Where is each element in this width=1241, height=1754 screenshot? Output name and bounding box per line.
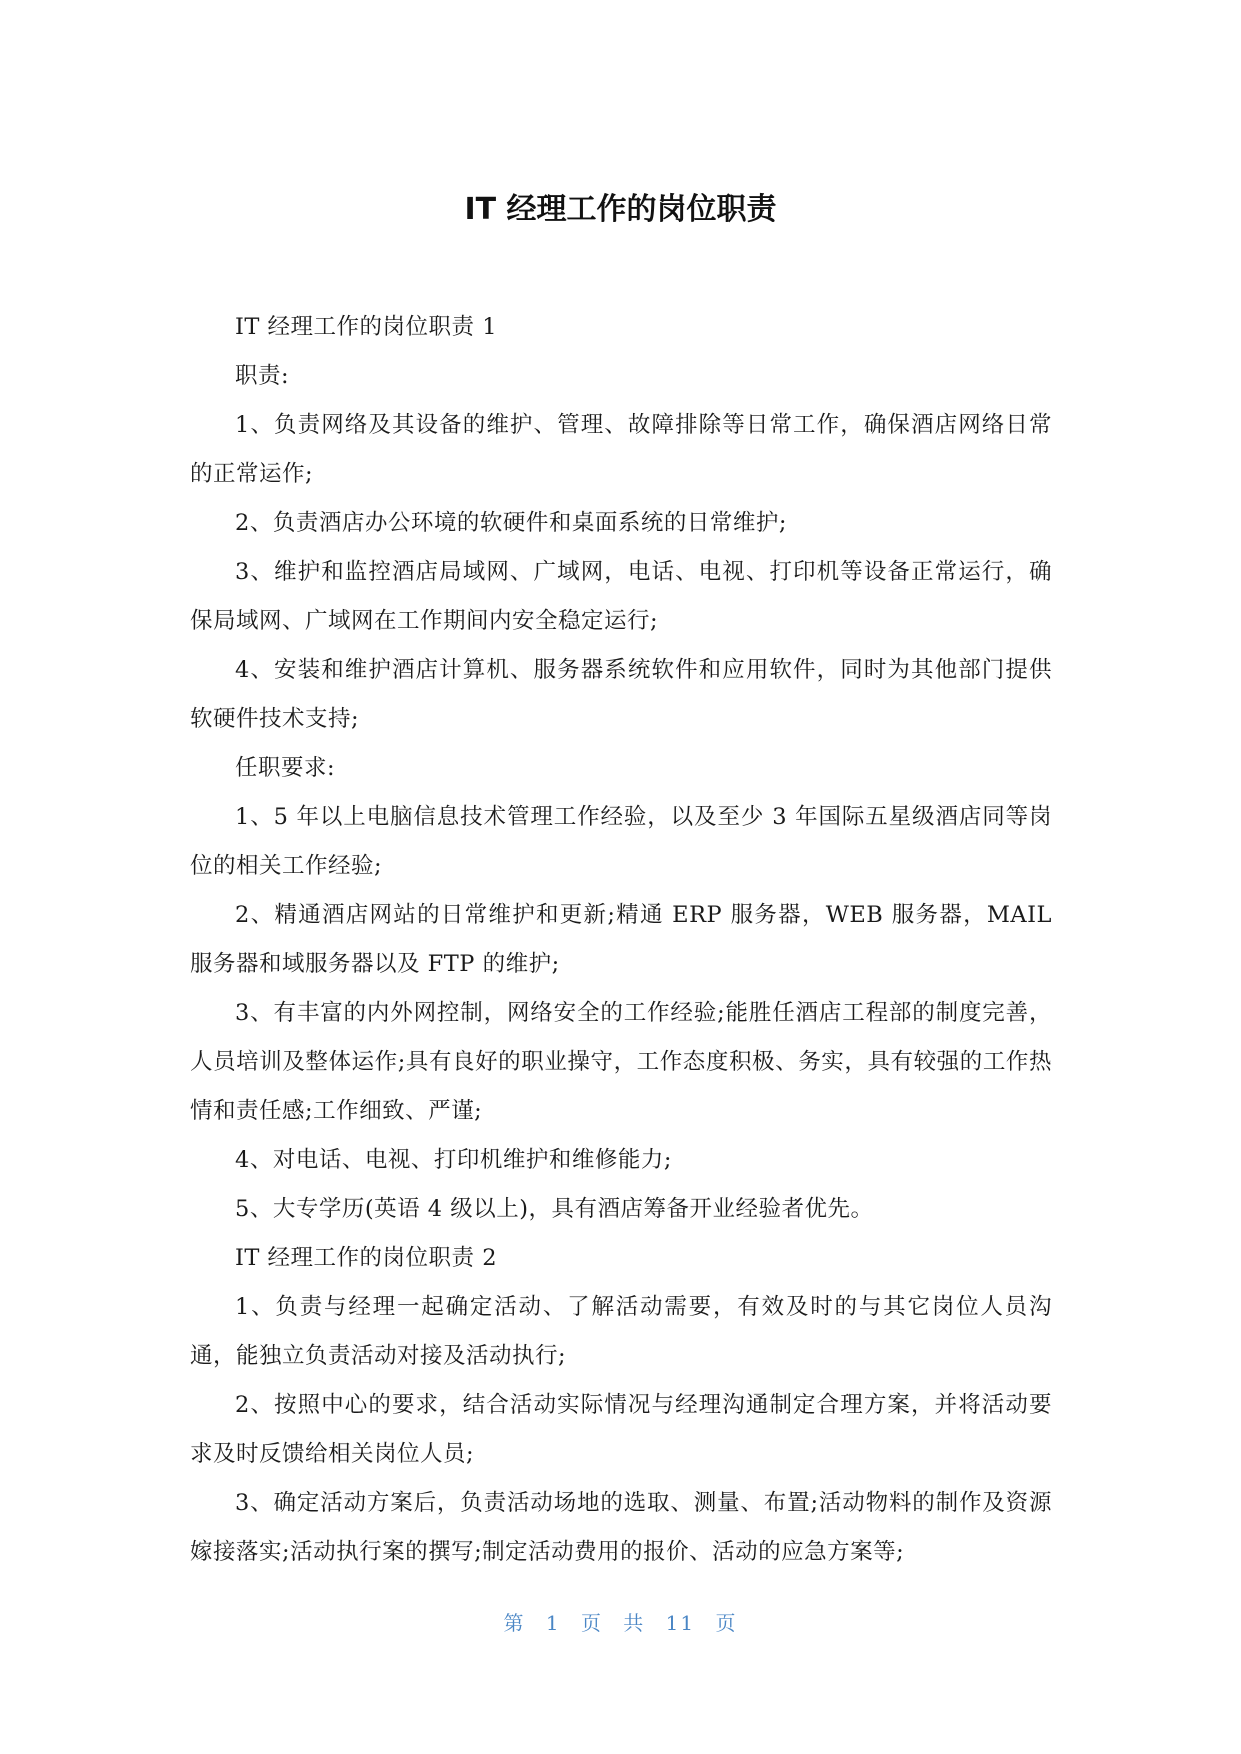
paragraph: 3、确定活动方案后，负责活动场地的选取、测量、布置;活动物料的制作及资源嫁接落实;活动执行案的撰写;制定活动费用的报价、活动的应急方案等; xyxy=(190,1490,1052,1565)
document-body xyxy=(190,303,1052,1577)
section-heading: IT 经理工作的岗位职责 2 xyxy=(235,1245,498,1271)
paragraph: 5、大专学历(英语 4 级以上)，具有酒店筹备开业经验者优先。 xyxy=(235,1196,874,1222)
paragraph: 1、5 年以上电脑信息技术管理工作经验，以及至少 3 年国际五星级酒店同等岗位的相关工作经验; xyxy=(190,804,1052,879)
page-title: IT 经理工作的岗位职责 xyxy=(464,192,777,227)
paragraph: 1、负责网络及其设备的维护、管理、故障排除等日常工作，确保酒店网络日常的正常运作; xyxy=(190,412,1052,487)
paragraph: 2、负责酒店办公环境的软硬件和桌面系统的日常维护; xyxy=(235,510,787,536)
paragraph: 2、精通酒店网站的日常维护和更新;精通 ERP 服务器，WEB 服务器，MAIL 服务器和域服务器以及 FTP 的维护; xyxy=(190,902,1052,977)
paragraph: 1、负责与经理一起确定活动、了解活动需要，有效及时的与其它岗位人员沟通，能独立负责活动对接及活动执行; xyxy=(190,1294,1052,1369)
subheading: 任职要求: xyxy=(235,755,336,781)
subheading: 职责: xyxy=(235,363,290,389)
paragraph: 2、按照中心的要求，结合活动实际情况与经理沟通制定合理方案，并将活动要求及时反馈给相关岗位人员; xyxy=(190,1392,1052,1467)
paragraph: 3、维护和监控酒店局域网、广域网，电话、电视、打印机等设备正常运行，确保局域网、广域网在工作期间内安全稳定运行; xyxy=(190,559,1052,634)
paragraph: 4、对电话、电视、打印机维护和维修能力; xyxy=(235,1147,672,1173)
paragraph: 4、安装和维护酒店计算机、服务器系统软件和应用软件，同时为其他部门提供软硬件技术支持; xyxy=(190,657,1052,732)
page-number-footer: 第 1 页 共 11 页 xyxy=(503,1611,738,1635)
paragraph: 3、有丰富的内外网控制，网络安全的工作经验;能胜任酒店工程部的制度完善，人员培训及整体运作;具有良好的职业操守，工作态度积极、务实，具有较强的工作热情和责任感;工作细致、严谨; xyxy=(190,1000,1052,1124)
section-heading: IT 经理工作的岗位职责 1 xyxy=(235,314,498,340)
